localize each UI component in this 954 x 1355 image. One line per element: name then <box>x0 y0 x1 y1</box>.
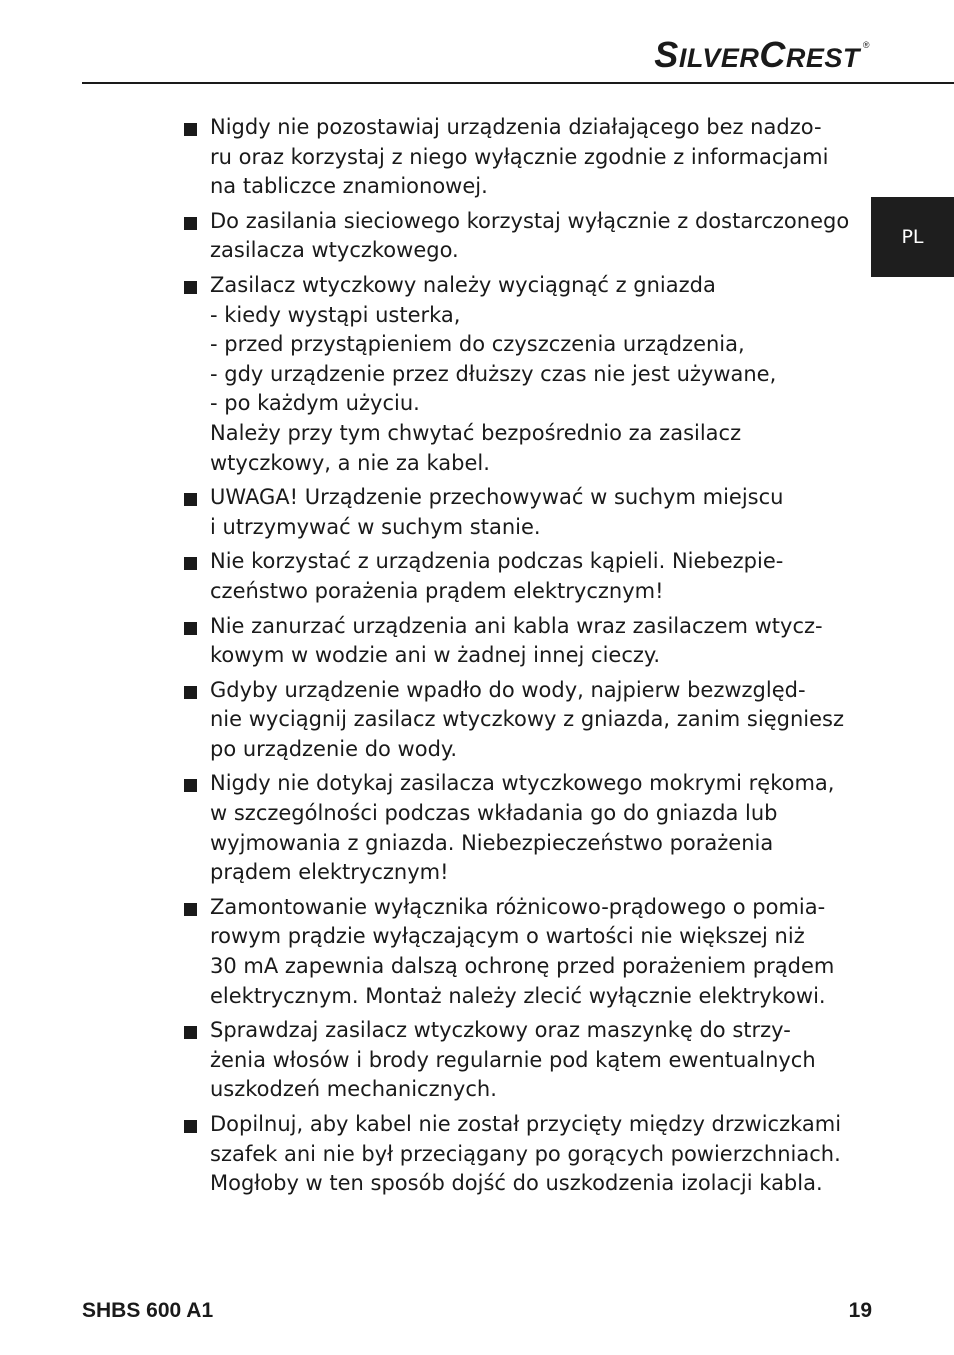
page-number: 19 <box>848 1299 872 1322</box>
list-item-line: - przed przystąpieniem do czyszczenia urządzenia, <box>210 332 745 357</box>
square-bullet-icon <box>184 281 197 294</box>
list-item-line: czeństwo porażenia prądem elektrycznym! <box>210 578 664 603</box>
list-item-line: - po każdym użyciu. <box>210 391 420 416</box>
list-item-line: rowym prądzie wyłączającym o wartości nie większej niż <box>210 924 805 949</box>
list-item-line: Nigdy nie pozostawiaj urządzenia działającego bez nadzo- <box>210 115 822 139</box>
list-item-line: żenia włosów i brody regularnie pod kątem ewentualnych <box>210 1047 816 1072</box>
list-item-line: kowym w wodzie ani w żadnej innej cieczy. <box>210 643 661 668</box>
list-item-line: 30 mA zapewnia dalszą ochronę przed porażeniem prądem <box>210 954 835 979</box>
list-item-line: nie wyciągnij zasilacz wtyczkowy z gniazda, zanim sięgniesz <box>210 707 844 732</box>
square-bullet-icon <box>184 1120 197 1133</box>
list-item-line: - kiedy wystąpi usterka, <box>210 302 461 327</box>
list-item-line: po urządzenie do wody. <box>210 736 458 761</box>
brand-logo <box>654 34 870 76</box>
list-item <box>184 483 844 542</box>
square-bullet-icon <box>184 123 197 136</box>
list-item <box>184 207 850 266</box>
square-bullet-icon <box>184 1026 197 1039</box>
square-bullet-icon <box>184 779 197 792</box>
list-item-line: ru oraz korzystaj z niego wyłącznie zgodnie z informacjami <box>210 144 829 169</box>
square-bullet-icon <box>184 903 197 916</box>
logo-initial-1: S <box>654 34 679 75</box>
list-item <box>184 113 844 202</box>
safety-instructions-list <box>184 113 850 1204</box>
list-item <box>184 547 844 606</box>
logo-rest-2: REST <box>785 43 860 73</box>
list-item-line: Nigdy nie dotykaj zasilacza wtyczkowego mokrymi rękoma, <box>210 771 835 796</box>
list-item-line: na tabliczce znamionowej. <box>210 174 488 199</box>
list-item <box>184 1016 844 1105</box>
list-item-line: Należy przy tym chwytać bezpośrednio za zasilacz <box>210 420 742 445</box>
list-item-line: zasilacza wtyczkowego. <box>210 238 459 263</box>
list-item-line: Gdyby urządzenie wpadło do wody, najpierw bezwzględ- <box>210 677 806 702</box>
square-bullet-icon <box>184 217 197 230</box>
list-item <box>184 893 844 1011</box>
square-bullet-icon <box>184 622 197 635</box>
square-bullet-icon <box>184 686 197 699</box>
list-item-line: Do zasilania sieciowego korzystaj wyłącznie z dostarczonego <box>210 208 850 233</box>
list-item-line: Zasilacz wtyczkowy należy wyciągnąć z gniazda <box>210 272 716 297</box>
list-item-line: uszkodzeń mechanicznych. <box>210 1077 497 1102</box>
list-item-line: elektrycznym. Montaż należy zlecić wyłącznie elektrykowi. <box>210 983 826 1008</box>
list-item <box>184 769 844 887</box>
square-bullet-icon <box>184 557 197 570</box>
list-item-line: Mogłoby w ten sposób dojść do uszkodzenia izolacji kabla. <box>210 1171 823 1196</box>
list-item <box>184 676 844 765</box>
list-item-line: prądem elektrycznym! <box>210 860 449 885</box>
list-item <box>184 1110 844 1199</box>
list-item-line: Nie korzystać z urządzenia podczas kąpieli. Niebezpie- <box>210 549 784 574</box>
list-item-line: - gdy urządzenie przez dłuższy czas nie jest używane, <box>210 361 777 386</box>
list-item-line: Zamontowanie wyłącznika różnicowo-prądowego o pomia- <box>210 894 826 919</box>
list-item <box>184 612 844 671</box>
square-bullet-icon <box>184 493 197 506</box>
language-tab <box>871 197 954 277</box>
list-item-line: Dopilnuj, aby kabel nie został przycięty między drzwiczkami <box>210 1112 842 1136</box>
list-item-line: Nie zanurzać urządzenia ani kabla wraz zasilaczem wtycz- <box>210 613 823 638</box>
footer-model-number: SHBS 600 A1 <box>82 1299 214 1322</box>
list-item-line: Sprawdzaj zasilacz wtyczkowy oraz maszynkę do strzy- <box>210 1018 791 1043</box>
list-item-line: wyjmowania z gniazda. Niebezpieczeństwo porażenia <box>210 830 774 855</box>
language-tab-label: PL <box>901 226 924 248</box>
logo-initial-2: C <box>759 34 786 75</box>
header-divider <box>82 82 954 84</box>
list-item-line: w szczególności podczas wkładania go do gniazda lub <box>210 801 778 826</box>
list-item-line: szafek ani nie był przeciągany po gorących powierzchniach. <box>210 1141 841 1166</box>
list-item-line: i utrzymywać w suchym stanie. <box>210 514 541 539</box>
registered-mark: ® <box>862 40 870 50</box>
list-item-line: UWAGA! Urządzenie przechowywać w suchym miejscu <box>210 485 784 510</box>
logo-rest-1: ILVER <box>678 43 760 73</box>
list-item <box>184 271 844 478</box>
list-item-line: wtyczkowy, a nie za kabel. <box>210 450 490 475</box>
